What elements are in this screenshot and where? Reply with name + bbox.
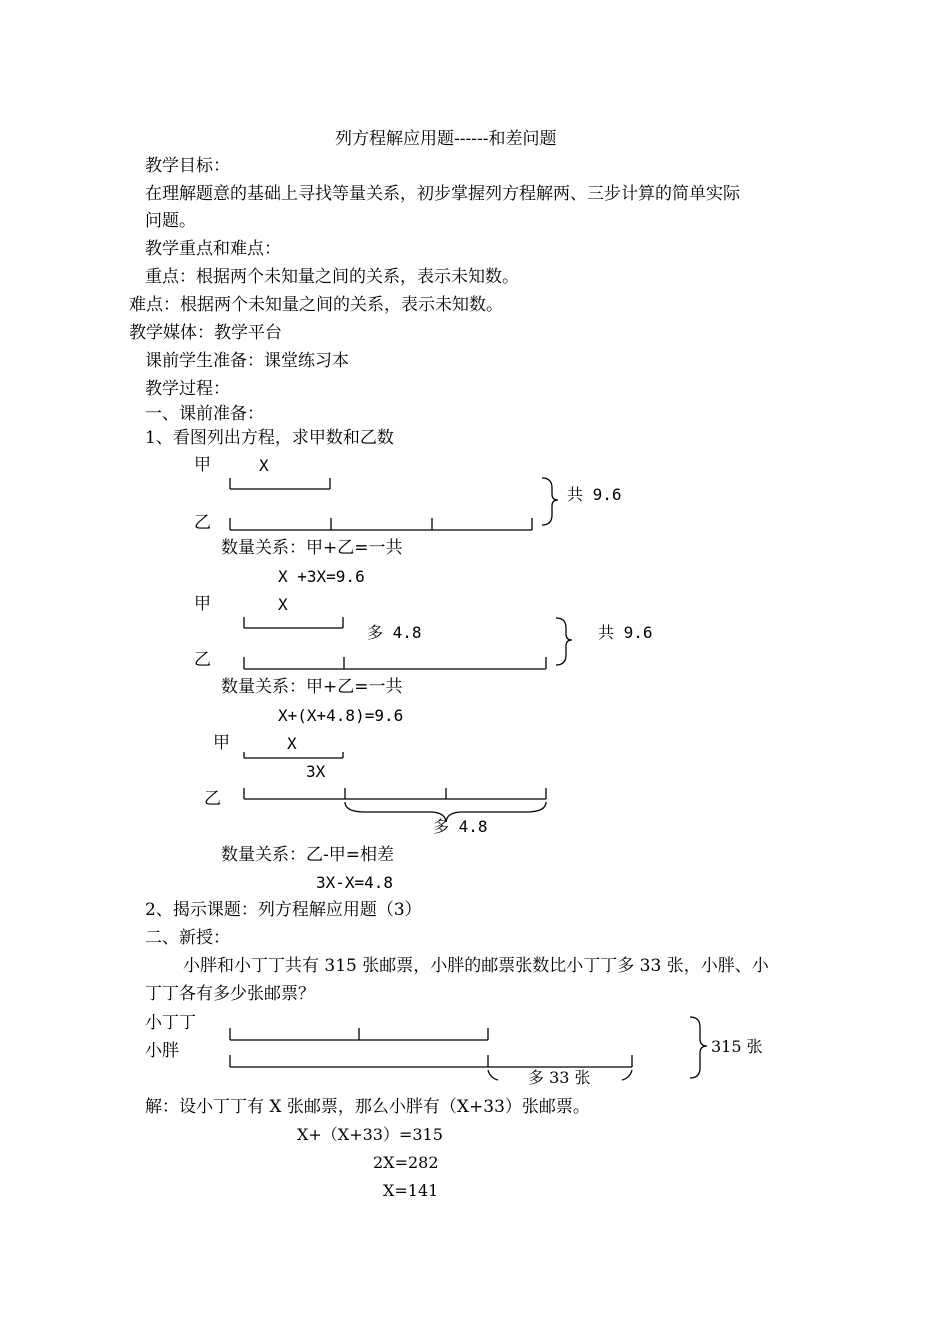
d4-total-brace: [690, 1017, 707, 1078]
d3-equation: 3X-X=4.8: [316, 873, 394, 892]
student-prep: 课前学生准备：课堂练习本: [145, 351, 349, 371]
solution-text: 解：设小丁丁有 X 张邮票，那么小胖有（X+33）张邮票。: [145, 1097, 590, 1117]
process-heading: 教学过程：: [145, 379, 230, 399]
d3-segment-yi: [244, 788, 546, 799]
key-point: 重点：根据两个未知量之间的关系，表示未知数。: [145, 267, 519, 287]
d3-more: 多 4.8: [433, 817, 488, 836]
d3-label-jia: 甲: [213, 733, 230, 753]
d1-equation: X +3X=9.6: [278, 567, 365, 586]
d2-label-jia: 甲: [194, 594, 211, 614]
d1-relation: 数量关系：甲+乙=一共: [221, 538, 403, 558]
d3-label-yi: 乙: [204, 789, 221, 809]
problem-text-line2: 丁丁各有多少张邮票？: [145, 984, 315, 1004]
d3-label-x: X: [287, 734, 297, 753]
d2-segment-jia: [244, 617, 343, 628]
d4-label-xiaopang: 小胖: [145, 1041, 179, 1061]
equation-step-1: X+（X+33）=315: [297, 1125, 443, 1144]
d2-total: 共 9.6: [598, 623, 653, 642]
d3-label-3x: 3X: [306, 762, 326, 781]
item-one: 1、看图列出方程，求甲数和乙数: [145, 428, 394, 448]
d1-segment-yi: [230, 518, 532, 530]
d1-total: 共 9.6: [567, 485, 622, 504]
d4-total: 315 张: [711, 1037, 763, 1056]
equation-step-3: X=141: [383, 1181, 439, 1200]
objective-text-line1: 在理解题意的基础上寻找等量关系，初步掌握列方程解两、三步计算的简单实际: [145, 184, 740, 204]
d2-segment-yi: [244, 657, 546, 669]
page-title: 列方程解应用题------和差问题: [335, 129, 557, 149]
d2-relation: 数量关系：甲+乙=一共: [221, 677, 403, 697]
d1-total-brace: [542, 478, 558, 525]
difficulty: 难点：根据两个未知量之间的关系，表示未知数。: [129, 295, 503, 315]
d4-more: 多 33 张: [528, 1068, 591, 1087]
d4-difference-brace: [488, 1070, 632, 1080]
d3-segment-jia: [244, 752, 343, 758]
d1-label-jia: 甲: [194, 455, 211, 475]
d1-label-yi: 乙: [194, 513, 211, 533]
d3-relation: 数量关系：乙-甲=相差: [221, 845, 394, 865]
objective-heading: 教学目标：: [145, 156, 230, 176]
d4-segment-xiaodingding: [230, 1028, 488, 1040]
keypoints-heading: 教学重点和难点：: [145, 239, 281, 259]
d4-label-xiaodingding: 小丁丁: [145, 1013, 196, 1033]
d3-difference-brace: [345, 802, 546, 822]
item-two: 2、揭示课题：列方程解应用题（3）: [145, 900, 422, 920]
objective-text-line2: 问题。: [145, 211, 196, 231]
teaching-media: 教学媒体：教学平台: [129, 323, 282, 343]
d4-segment-xiaopang: [230, 1055, 632, 1067]
d2-label-yi: 乙: [194, 650, 211, 670]
d1-segment-jia: [230, 478, 330, 489]
d2-label-x: X: [278, 595, 288, 614]
d2-equation: X+(X+4.8)=9.6: [278, 706, 404, 725]
problem-text-line1: 小胖和小丁丁共有 315 张邮票，小胖的邮票张数比小丁丁多 33 张，小胖、小: [183, 956, 769, 976]
equation-step-2: 2X=282: [373, 1153, 439, 1172]
d2-more: 多 4.8: [367, 623, 422, 642]
d2-total-brace: [556, 618, 572, 665]
section-one-heading: 一、课前准备：: [145, 404, 264, 424]
section-two-heading: 二、新授：: [145, 928, 230, 948]
d1-label-x: X: [259, 456, 269, 475]
